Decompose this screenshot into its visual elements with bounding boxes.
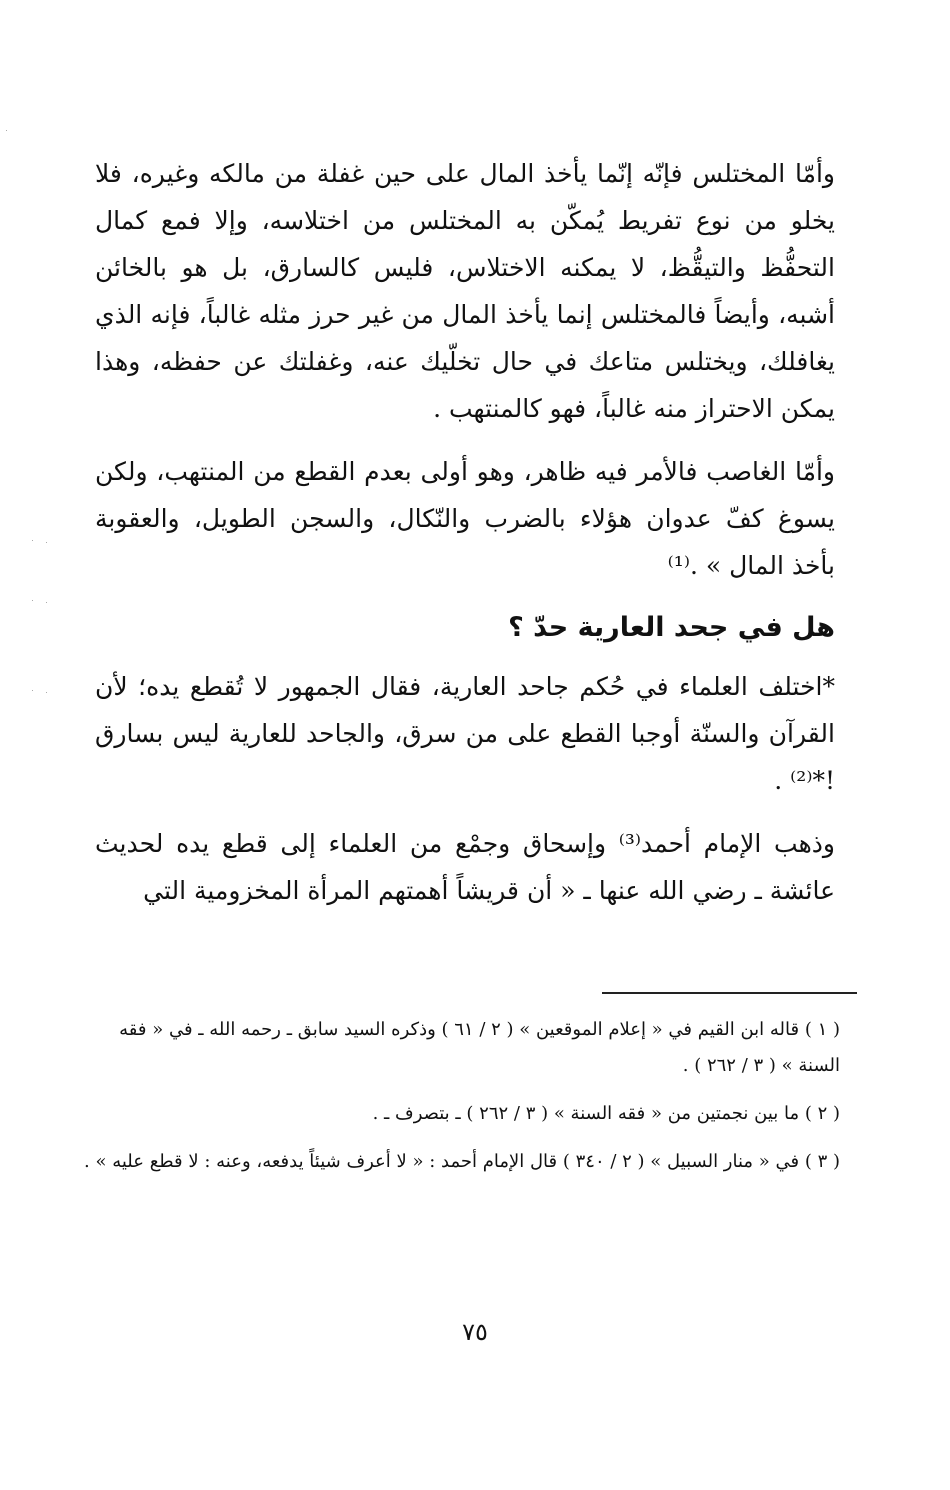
footnote-3: ( ٣ ) في « منار السبيل » ( ٢ / ٣٤٠ ) قال الإمام أحمد : « لا أعرف شيئاً يدفعه، وعنه : لا قطع عليه » . (84, 1151, 840, 1172)
footnote-1: ( ١ ) قاله ابن القيم في « إعلام الموقعين » ( ٢ / ٦١ ) وذكره السيد سابق ـ رحمه الله ـ في « فقه السنة » ( ٣ / ٢٦٢ ) . (119, 1019, 840, 1076)
footnotes (82, 1012, 840, 1192)
page-body (95, 150, 835, 914)
footnote-separator (602, 992, 857, 994)
margin-scan-specks (2, 100, 62, 860)
paragraph-ghasib: وأمّا الغاصب فالأمر فيه ظاهر، وهو أولى بعدم القطع من المنتهب، ولكن يسوغ كفّ عدوان هؤلاء بالضرب والنّكال، والسجن الطويل، والعقوبة بأخذ المال » .⁽¹⁾ (95, 457, 835, 580)
paragraph-jumhur: *اختلف العلماء في حُكم جاحد العارية، فقال الجمهور لا تُقطع يده؛ لأن القرآن والسنّة أوجبا القطع على من سرق، والجاحد للعارية ليس بسارق !*⁽²⁾ . (95, 672, 835, 795)
page-number: ٧٥ (462, 1318, 488, 1346)
footnote-2: ( ٢ ) ما بين نجمتين من « فقه السنة » ( ٣ / ٢٦٢ ) ـ بتصرف ـ . (372, 1103, 840, 1124)
section-heading: هل في جحد العارية حدّ ؟ (508, 612, 835, 643)
paragraph-ahmad: وذهب الإمام أحمد⁽³⁾ وإسحاق وجمْع من العلماء إلى قطع يده لحديث عائشة ـ رضي الله عنها ـ « أن قريشاً أهمتهم المرأة المخزومية التي (95, 829, 835, 905)
paragraph-mukhtalis: وأمّا المختلس فإنّه إنّما يأخذ المال على حين غفلة من مالكه وغيره، فلا يخلو من نوع تفريط يُمكّن به المختلس من اختلاسه، وإلا فمع كمال التحفُّظ والتيقُّظ، لا يمكنه الاختلاس، فليس كالسارق، بل هو بالخائن أشبه، وأيضاً فالمختلس إنما يأخذ المال من غير حرز مثله غالباً، فإنه الذي يغافلك، ويختلس متاعك في حال تخلّيك عنه، وغفلتك عن حفظه، وهذا يمكن الاحتراز منه غالباً، فهو كالمنتهب . (95, 159, 835, 423)
